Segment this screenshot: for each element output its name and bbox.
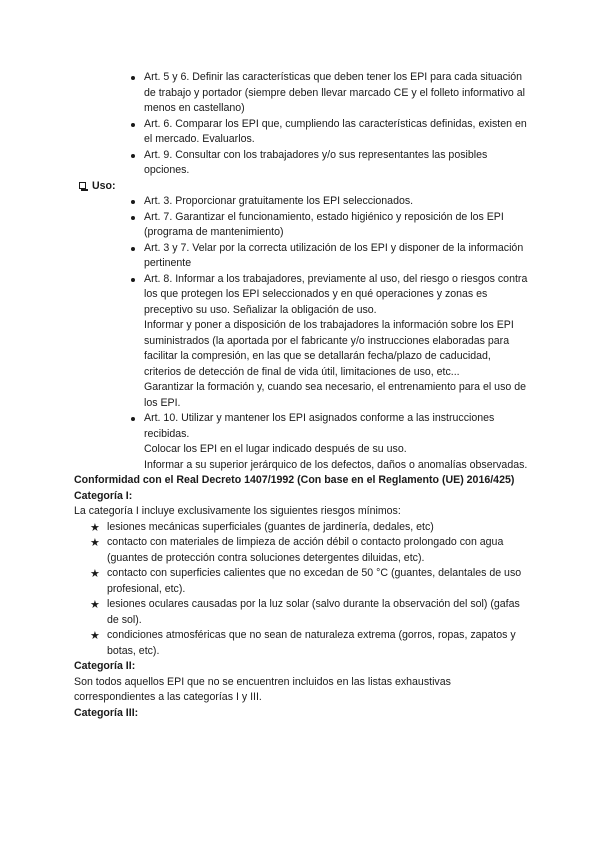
cat2-text: Son todos aquellos EPI que no se encuentren incluidos en las listas exhaustivas correspondientes a las categorías I y III. [74,675,451,703]
list-item [90,597,526,628]
list-item [144,241,528,272]
list-item-text: lesiones oculares causadas por la luz solar (salvo durante la observación del sol) (gafas de sol). [107,598,520,626]
cat3-heading: Categoría III: [74,706,139,719]
checkbox-bullet-icon [79,182,86,189]
list-item-text: Art. 7. Garantizar el funcionamiento, estado higiénico y reposición de los EPI (programa de mantenimiento) [144,210,504,238]
conformidad-heading: Conformidad con el Real Decreto 1407/1992 (Con base en el Reglamento (UE) 2016/425) [74,474,515,486]
list-item-text: Art. 5 y 6. Definir las características que deben tener los EPI para cada situación de trabajo y portador (siempre deben llevar marcado CE y el folleto informativo al menos en castellano) [144,71,525,114]
list-item-text: Art. 8. Informar a los trabajadores, previamente al uso, del riesgo o riesgos contra los que protegen los EPI seleccionados y en qué operaciones y zonas es preceptivo su uso. Señalizar la obligación de uso. [144,272,528,316]
list-item [144,411,528,473]
uso-heading: Uso: [92,179,116,192]
list-item-text: Art. 9. Consultar con los trabajadores y/o sus representantes las posibles opciones. [144,148,488,176]
document-page [0,70,600,721]
list-item-text: contacto con materiales de limpieza de acción débil o contacto prolongado con agua (guantes de protección contra soluciones detergentes diluidas, etc). [107,536,504,564]
list-item-text: contacto con superficies calientes que no excedan de 50 °C (guantes, delantales de uso profesional, etc). [107,567,522,595]
list-item [144,70,528,117]
list-item [144,148,528,179]
list-item-text: Art. 6. Comparar los EPI que, cumpliendo las características definidas, existen en el mercado. Evaluarlos. [144,117,527,145]
seleccion-list [144,70,528,179]
uso-list [144,194,528,473]
list-item [90,520,526,536]
list-item [144,210,528,241]
cat1-intro: La categoría I incluye exclusivamente los siguientes riesgos mínimos: [74,505,401,517]
list-item-text: Informar y poner a disposición de los trabajadores la información sobre los EPI suministrados (la aportada por el fabricante y/o instrucciones elaboradas para facilitar la compresión, en las que se detallarán fecha/plazo de caducidad, criterios de detección de final de vida útil, limitaciones de uso, etc... [144,319,514,378]
list-item [90,566,526,597]
star-bullet-icon: ★ [90,598,100,611]
list-item-text: Art. 3 y 7. Velar por la correcta utilización de los EPI y disponer de la información pertinente [144,241,524,269]
list-item [90,628,526,659]
star-bullet-icon: ★ [90,629,100,642]
star-bullet-icon: ★ [90,520,100,534]
cat1-list [90,520,526,660]
cat1-heading: Categoría I: [74,489,133,502]
list-item-text: Informar a su superior jerárquico de los defectos, daños o anomalías observadas. [144,458,528,471]
uso-heading-row [92,179,600,195]
cat2-heading: Categoría II: [74,660,136,672]
list-item [144,194,528,210]
list-item-text: Art. 10. Utilizar y mantener los EPI asignados conforme a las instrucciones recibidas. [144,412,495,440]
star-bullet-icon: ★ [90,536,100,549]
list-item-text: Art. 3. Proporcionar gratuitamente los EPI seleccionados. [144,195,414,207]
list-item-text: Garantizar la formación y, cuando sea necesario, el entrenamiento para el uso de los EPI. [144,381,526,409]
list-item-text: condiciones atmosféricas que no sean de naturaleza extrema (gorros, ropas, zapatos y botas, etc). [107,629,516,657]
star-bullet-icon: ★ [90,567,100,580]
list-item-text: Colocar los EPI en el lugar indicado después de su uso. [144,443,407,455]
list-item [144,272,528,412]
list-item [144,117,528,148]
list-item-text: lesiones mecánicas superficiales (guantes de jardinería, dedales, etc) [107,520,434,533]
list-item [90,535,526,566]
